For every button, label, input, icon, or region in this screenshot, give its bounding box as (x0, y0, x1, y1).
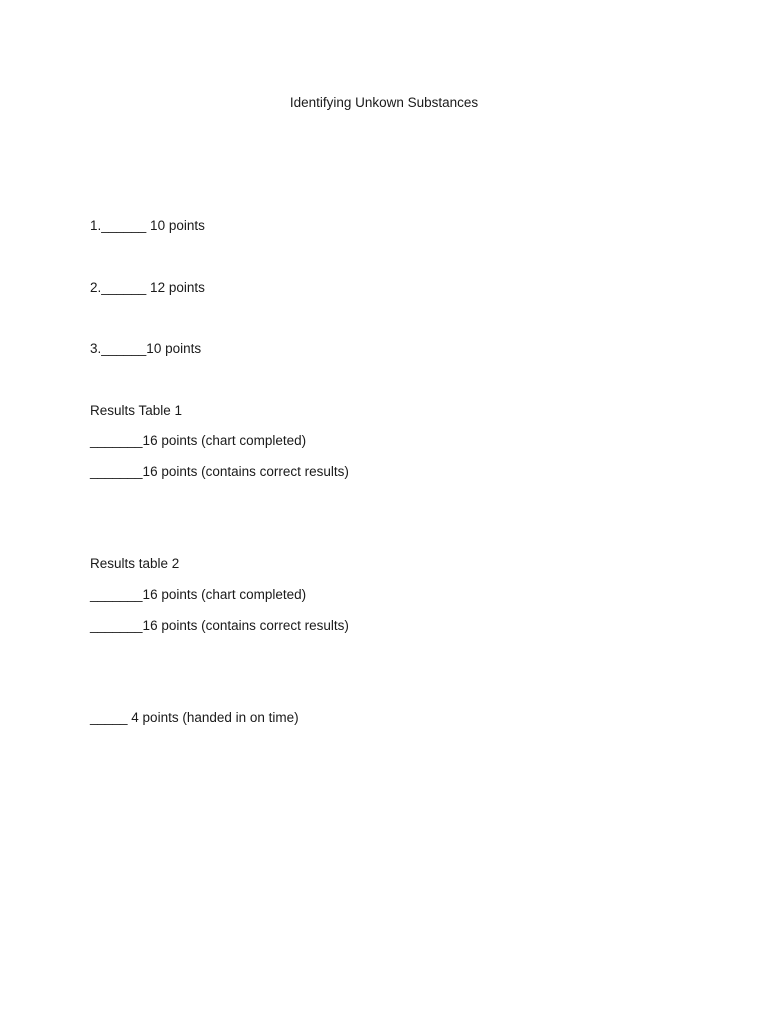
results-table-1-heading: Results Table 1 (90, 403, 183, 418)
results-table-1-correct-results-line: _______16 points (contains correct results) (90, 464, 349, 479)
question-1-score-line: 1.______ 10 points (90, 218, 205, 233)
question-2-score-line: 2.______ 12 points (90, 280, 205, 295)
results-table-2-chart-completed-line: _______16 points (chart completed) (90, 587, 307, 602)
question-3-score-line: 3.______10 points (90, 341, 202, 356)
document-title: Identifying Unkown Substances (289, 95, 479, 110)
results-table-2-heading: Results table 2 (90, 556, 180, 571)
handed-in-on-time-line: _____ 4 points (handed in on time) (90, 710, 299, 725)
results-table-1-chart-completed-line: _______16 points (chart completed) (90, 433, 307, 448)
results-table-2-correct-results-line: _______16 points (contains correct results) (90, 618, 349, 633)
